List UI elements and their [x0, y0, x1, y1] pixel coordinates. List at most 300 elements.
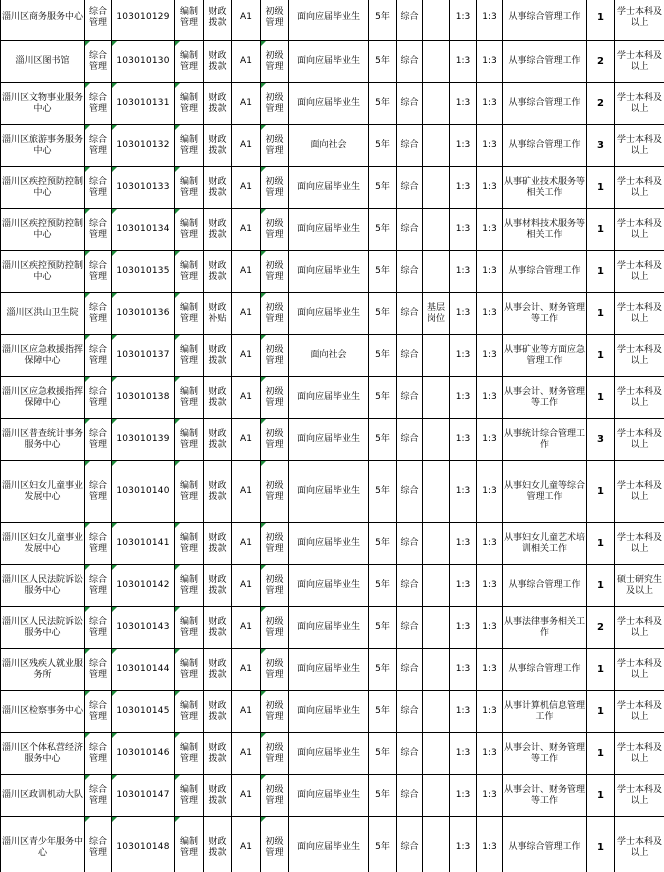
- cell-ratio-a[interactable]: 1:3: [450, 565, 477, 607]
- cell-unit[interactable]: 淄川区图书馆: [1, 41, 85, 83]
- cell-grade[interactable]: 初级管理: [261, 565, 289, 607]
- cell-staff-type[interactable]: 编制管理: [175, 377, 204, 419]
- cell-exam[interactable]: 综合: [397, 817, 423, 872]
- cell-grade[interactable]: 初级管理: [261, 775, 289, 817]
- cell-count[interactable]: 1: [587, 733, 615, 775]
- cell-staff-type[interactable]: 编制管理: [175, 419, 204, 461]
- cell-funding[interactable]: 财政拨款: [204, 461, 232, 523]
- cell-category[interactable]: 综合管理: [85, 251, 112, 293]
- cell-exam[interactable]: 综合: [397, 83, 423, 125]
- cell-service[interactable]: 5年: [369, 41, 397, 83]
- cell-funding[interactable]: 财政拨款: [204, 691, 232, 733]
- cell-note[interactable]: [423, 41, 450, 83]
- cell-funding[interactable]: 财政拨款: [204, 125, 232, 167]
- cell-target[interactable]: 面向应届毕业生: [289, 0, 369, 41]
- cell-target[interactable]: 面向应届毕业生: [289, 167, 369, 209]
- cell-level[interactable]: A1: [232, 209, 261, 251]
- cell-service[interactable]: 5年: [369, 775, 397, 817]
- cell-ratio-a[interactable]: 1:3: [450, 0, 477, 41]
- cell-education[interactable]: 学士本科及以上: [615, 251, 664, 293]
- cell-grade[interactable]: 初级管理: [261, 461, 289, 523]
- cell-count[interactable]: 1: [587, 209, 615, 251]
- cell-ratio-b[interactable]: 1:3: [477, 41, 503, 83]
- cell-category[interactable]: 综合管理: [85, 125, 112, 167]
- cell-funding[interactable]: 财政拨款: [204, 523, 232, 565]
- cell-exam[interactable]: 综合: [397, 649, 423, 691]
- cell-service[interactable]: 5年: [369, 251, 397, 293]
- cell-count[interactable]: 3: [587, 419, 615, 461]
- cell-level[interactable]: A1: [232, 251, 261, 293]
- cell-funding[interactable]: 财政拨款: [204, 335, 232, 377]
- cell-ratio-a[interactable]: 1:3: [450, 209, 477, 251]
- cell-ratio-b[interactable]: 1:3: [477, 0, 503, 41]
- cell-ratio-b[interactable]: 1:3: [477, 83, 503, 125]
- cell-exam[interactable]: 综合: [397, 607, 423, 649]
- cell-count[interactable]: 1: [587, 775, 615, 817]
- cell-education[interactable]: 学士本科及以上: [615, 419, 664, 461]
- cell-level[interactable]: A1: [232, 817, 261, 872]
- cell-note[interactable]: [423, 377, 450, 419]
- cell-ratio-b[interactable]: 1:3: [477, 125, 503, 167]
- cell-staff-type[interactable]: 编制管理: [175, 0, 204, 41]
- cell-exam[interactable]: 综合: [397, 0, 423, 41]
- cell-ratio-a[interactable]: 1:3: [450, 335, 477, 377]
- cell-education[interactable]: 学士本科及以上: [615, 83, 664, 125]
- cell-ratio-b[interactable]: 1:3: [477, 607, 503, 649]
- cell-count[interactable]: 1: [587, 335, 615, 377]
- cell-unit[interactable]: 淄川区个体私营经济服务中心: [1, 733, 85, 775]
- cell-ratio-a[interactable]: 1:3: [450, 461, 477, 523]
- cell-education[interactable]: 学士本科及以上: [615, 775, 664, 817]
- cell-target[interactable]: 面向应届毕业生: [289, 293, 369, 335]
- cell-ratio-b[interactable]: 1:3: [477, 649, 503, 691]
- cell-code[interactable]: 103010138: [112, 377, 175, 419]
- cell-note[interactable]: [423, 565, 450, 607]
- cell-staff-type[interactable]: 编制管理: [175, 607, 204, 649]
- cell-note[interactable]: [423, 461, 450, 523]
- cell-duty[interactable]: 从事矿业技术服务等相关工作: [503, 167, 587, 209]
- cell-ratio-b[interactable]: 1:3: [477, 335, 503, 377]
- cell-target[interactable]: 面向应届毕业生: [289, 461, 369, 523]
- cell-target[interactable]: 面向应届毕业生: [289, 209, 369, 251]
- cell-target[interactable]: 面向应届毕业生: [289, 649, 369, 691]
- cell-staff-type[interactable]: 编制管理: [175, 817, 204, 872]
- cell-funding[interactable]: 财政拨款: [204, 377, 232, 419]
- cell-count[interactable]: 1: [587, 251, 615, 293]
- cell-category[interactable]: 综合管理: [85, 377, 112, 419]
- cell-duty[interactable]: 从事综合管理工作: [503, 83, 587, 125]
- cell-staff-type[interactable]: 编制管理: [175, 649, 204, 691]
- cell-code[interactable]: 103010145: [112, 691, 175, 733]
- cell-education[interactable]: 学士本科及以上: [615, 377, 664, 419]
- cell-education[interactable]: 学士本科及以上: [615, 523, 664, 565]
- cell-education[interactable]: 学士本科及以上: [615, 167, 664, 209]
- cell-code[interactable]: 103010129: [112, 0, 175, 41]
- cell-service[interactable]: 5年: [369, 0, 397, 41]
- cell-duty[interactable]: 从事会计、财务管理等工作: [503, 377, 587, 419]
- cell-ratio-b[interactable]: 1:3: [477, 377, 503, 419]
- cell-unit[interactable]: 淄川区洪山卫生院: [1, 293, 85, 335]
- cell-category[interactable]: 综合管理: [85, 209, 112, 251]
- cell-grade[interactable]: 初级管理: [261, 41, 289, 83]
- cell-education[interactable]: 学士本科及以上: [615, 461, 664, 523]
- cell-note[interactable]: [423, 817, 450, 872]
- cell-level[interactable]: A1: [232, 649, 261, 691]
- cell-count[interactable]: 2: [587, 607, 615, 649]
- cell-ratio-a[interactable]: 1:3: [450, 523, 477, 565]
- cell-staff-type[interactable]: 编制管理: [175, 293, 204, 335]
- cell-unit[interactable]: 淄川区人民法院诉讼服务中心: [1, 607, 85, 649]
- cell-level[interactable]: A1: [232, 523, 261, 565]
- cell-level[interactable]: A1: [232, 461, 261, 523]
- cell-exam[interactable]: 综合: [397, 377, 423, 419]
- cell-education[interactable]: 学士本科及以上: [615, 209, 664, 251]
- cell-funding[interactable]: 财政拨款: [204, 251, 232, 293]
- cell-service[interactable]: 5年: [369, 461, 397, 523]
- cell-category[interactable]: 综合管理: [85, 419, 112, 461]
- cell-code[interactable]: 103010146: [112, 733, 175, 775]
- cell-service[interactable]: 5年: [369, 817, 397, 872]
- cell-code[interactable]: 103010139: [112, 419, 175, 461]
- cell-unit[interactable]: 淄川区妇女儿童事业发展中心: [1, 461, 85, 523]
- cell-target[interactable]: 面向应届毕业生: [289, 775, 369, 817]
- cell-level[interactable]: A1: [232, 419, 261, 461]
- cell-funding[interactable]: 财政拨款: [204, 565, 232, 607]
- cell-staff-type[interactable]: 编制管理: [175, 41, 204, 83]
- cell-exam[interactable]: 综合: [397, 775, 423, 817]
- cell-level[interactable]: A1: [232, 733, 261, 775]
- cell-note[interactable]: [423, 523, 450, 565]
- cell-code[interactable]: 103010143: [112, 607, 175, 649]
- cell-code[interactable]: 103010142: [112, 565, 175, 607]
- cell-code[interactable]: 103010133: [112, 167, 175, 209]
- cell-unit[interactable]: 淄川区残疾人就业服务所: [1, 649, 85, 691]
- cell-education[interactable]: 学士本科及以上: [615, 335, 664, 377]
- cell-target[interactable]: 面向应届毕业生: [289, 691, 369, 733]
- cell-category[interactable]: 综合管理: [85, 733, 112, 775]
- cell-grade[interactable]: 初级管理: [261, 649, 289, 691]
- cell-funding[interactable]: 财政拨款: [204, 41, 232, 83]
- cell-ratio-b[interactable]: 1:3: [477, 167, 503, 209]
- cell-count[interactable]: 1: [587, 649, 615, 691]
- cell-grade[interactable]: 初级管理: [261, 251, 289, 293]
- cell-funding[interactable]: 财政拨款: [204, 167, 232, 209]
- cell-exam[interactable]: 综合: [397, 41, 423, 83]
- cell-duty[interactable]: 从事矿业等方面应急管理工作: [503, 335, 587, 377]
- cell-education[interactable]: 学士本科及以上: [615, 733, 664, 775]
- cell-exam[interactable]: 综合: [397, 461, 423, 523]
- cell-code[interactable]: 103010141: [112, 523, 175, 565]
- cell-grade[interactable]: 初级管理: [261, 733, 289, 775]
- cell-target[interactable]: 面向应届毕业生: [289, 523, 369, 565]
- cell-category[interactable]: 综合管理: [85, 817, 112, 872]
- cell-funding[interactable]: 财政拨款: [204, 607, 232, 649]
- cell-category[interactable]: 综合管理: [85, 293, 112, 335]
- cell-note[interactable]: 基层岗位: [423, 293, 450, 335]
- cell-category[interactable]: 综合管理: [85, 523, 112, 565]
- cell-service[interactable]: 5年: [369, 125, 397, 167]
- cell-staff-type[interactable]: 编制管理: [175, 461, 204, 523]
- cell-grade[interactable]: 初级管理: [261, 607, 289, 649]
- cell-ratio-b[interactable]: 1:3: [477, 461, 503, 523]
- cell-target[interactable]: 面向应届毕业生: [289, 83, 369, 125]
- cell-note[interactable]: [423, 335, 450, 377]
- cell-exam[interactable]: 综合: [397, 125, 423, 167]
- cell-ratio-b[interactable]: 1:3: [477, 419, 503, 461]
- cell-duty[interactable]: 从事妇女儿童艺术培训相关工作: [503, 523, 587, 565]
- cell-education[interactable]: 学士本科及以上: [615, 817, 664, 872]
- cell-duty[interactable]: 从事法律事务相关工作: [503, 607, 587, 649]
- cell-duty[interactable]: 从事综合管理工作: [503, 649, 587, 691]
- cell-code[interactable]: 103010131: [112, 83, 175, 125]
- cell-ratio-a[interactable]: 1:3: [450, 293, 477, 335]
- cell-ratio-b[interactable]: 1:3: [477, 691, 503, 733]
- cell-category[interactable]: 综合管理: [85, 335, 112, 377]
- cell-level[interactable]: A1: [232, 125, 261, 167]
- cell-service[interactable]: 5年: [369, 649, 397, 691]
- cell-grade[interactable]: 初级管理: [261, 167, 289, 209]
- cell-category[interactable]: 综合管理: [85, 565, 112, 607]
- cell-grade[interactable]: 初级管理: [261, 419, 289, 461]
- cell-service[interactable]: 5年: [369, 83, 397, 125]
- cell-ratio-b[interactable]: 1:3: [477, 523, 503, 565]
- cell-exam[interactable]: 综合: [397, 565, 423, 607]
- cell-note[interactable]: [423, 775, 450, 817]
- cell-staff-type[interactable]: 编制管理: [175, 691, 204, 733]
- cell-ratio-a[interactable]: 1:3: [450, 419, 477, 461]
- cell-service[interactable]: 5年: [369, 293, 397, 335]
- cell-duty[interactable]: 从事综合管理工作: [503, 125, 587, 167]
- cell-note[interactable]: [423, 607, 450, 649]
- cell-exam[interactable]: 综合: [397, 209, 423, 251]
- cell-code[interactable]: 103010134: [112, 209, 175, 251]
- cell-duty[interactable]: 从事综合管理工作: [503, 817, 587, 872]
- cell-service[interactable]: 5年: [369, 523, 397, 565]
- cell-level[interactable]: A1: [232, 607, 261, 649]
- cell-category[interactable]: 综合管理: [85, 461, 112, 523]
- cell-ratio-a[interactable]: 1:3: [450, 83, 477, 125]
- cell-education[interactable]: 学士本科及以上: [615, 41, 664, 83]
- cell-count[interactable]: 1: [587, 293, 615, 335]
- cell-duty[interactable]: 从事妇女儿童等综合管理工作: [503, 461, 587, 523]
- cell-ratio-a[interactable]: 1:3: [450, 691, 477, 733]
- cell-code[interactable]: 103010137: [112, 335, 175, 377]
- cell-category[interactable]: 综合管理: [85, 607, 112, 649]
- cell-duty[interactable]: 从事综合管理工作: [503, 251, 587, 293]
- cell-education[interactable]: 学士本科及以上: [615, 293, 664, 335]
- cell-duty[interactable]: 从事会计、财务管理等工作: [503, 775, 587, 817]
- cell-service[interactable]: 5年: [369, 733, 397, 775]
- cell-ratio-b[interactable]: 1:3: [477, 775, 503, 817]
- cell-grade[interactable]: 初级管理: [261, 335, 289, 377]
- cell-funding[interactable]: 财政拨款: [204, 775, 232, 817]
- cell-unit[interactable]: 淄川区青少年服务中心: [1, 817, 85, 872]
- cell-level[interactable]: A1: [232, 377, 261, 419]
- cell-service[interactable]: 5年: [369, 167, 397, 209]
- cell-level[interactable]: A1: [232, 41, 261, 83]
- cell-exam[interactable]: 综合: [397, 523, 423, 565]
- cell-target[interactable]: 面向社会: [289, 125, 369, 167]
- cell-count[interactable]: 2: [587, 83, 615, 125]
- cell-target[interactable]: 面向应届毕业生: [289, 41, 369, 83]
- cell-count[interactable]: 1: [587, 0, 615, 41]
- cell-ratio-b[interactable]: 1:3: [477, 565, 503, 607]
- cell-duty[interactable]: 从事会计、财务管理等工作: [503, 733, 587, 775]
- cell-code[interactable]: 103010136: [112, 293, 175, 335]
- cell-duty[interactable]: 从事计算机信息管理工作: [503, 691, 587, 733]
- cell-exam[interactable]: 综合: [397, 167, 423, 209]
- cell-exam[interactable]: 综合: [397, 419, 423, 461]
- cell-service[interactable]: 5年: [369, 209, 397, 251]
- cell-funding[interactable]: 财政拨款: [204, 419, 232, 461]
- cell-unit[interactable]: 淄川区检察事务中心: [1, 691, 85, 733]
- cell-duty[interactable]: 从事综合管理工作: [503, 0, 587, 41]
- cell-note[interactable]: [423, 419, 450, 461]
- cell-grade[interactable]: 初级管理: [261, 0, 289, 41]
- cell-ratio-b[interactable]: 1:3: [477, 817, 503, 872]
- cell-code[interactable]: 103010135: [112, 251, 175, 293]
- cell-grade[interactable]: 初级管理: [261, 125, 289, 167]
- cell-unit[interactable]: 淄川区应急救援指挥保障中心: [1, 335, 85, 377]
- cell-count[interactable]: 1: [587, 565, 615, 607]
- cell-level[interactable]: A1: [232, 775, 261, 817]
- cell-service[interactable]: 5年: [369, 607, 397, 649]
- cell-unit[interactable]: 淄川区普查统计事务服务中心: [1, 419, 85, 461]
- cell-service[interactable]: 5年: [369, 419, 397, 461]
- cell-unit[interactable]: 淄川区疾控预防控制中心: [1, 167, 85, 209]
- cell-ratio-a[interactable]: 1:3: [450, 125, 477, 167]
- cell-ratio-a[interactable]: 1:3: [450, 775, 477, 817]
- cell-duty[interactable]: 从事综合管理工作: [503, 41, 587, 83]
- cell-exam[interactable]: 综合: [397, 691, 423, 733]
- cell-category[interactable]: 综合管理: [85, 649, 112, 691]
- cell-education[interactable]: 学士本科及以上: [615, 607, 664, 649]
- cell-target[interactable]: 面向应届毕业生: [289, 607, 369, 649]
- cell-unit[interactable]: 淄川区妇女儿童事业发展中心: [1, 523, 85, 565]
- cell-code[interactable]: 103010140: [112, 461, 175, 523]
- cell-count[interactable]: 1: [587, 817, 615, 872]
- cell-service[interactable]: 5年: [369, 565, 397, 607]
- cell-level[interactable]: A1: [232, 293, 261, 335]
- cell-ratio-a[interactable]: 1:3: [450, 817, 477, 872]
- cell-grade[interactable]: 初级管理: [261, 377, 289, 419]
- cell-funding[interactable]: 财政拨款: [204, 733, 232, 775]
- cell-ratio-a[interactable]: 1:3: [450, 607, 477, 649]
- cell-staff-type[interactable]: 编制管理: [175, 251, 204, 293]
- cell-ratio-a[interactable]: 1:3: [450, 377, 477, 419]
- cell-note[interactable]: [423, 691, 450, 733]
- cell-note[interactable]: [423, 0, 450, 41]
- cell-unit[interactable]: 淄川区政训机动大队: [1, 775, 85, 817]
- cell-unit[interactable]: 淄川区旅游事务服务中心: [1, 125, 85, 167]
- cell-count[interactable]: 3: [587, 125, 615, 167]
- cell-count[interactable]: 1: [587, 167, 615, 209]
- cell-level[interactable]: A1: [232, 335, 261, 377]
- cell-grade[interactable]: 初级管理: [261, 83, 289, 125]
- cell-staff-type[interactable]: 编制管理: [175, 733, 204, 775]
- cell-ratio-b[interactable]: 1:3: [477, 293, 503, 335]
- cell-category[interactable]: 综合管理: [85, 167, 112, 209]
- cell-exam[interactable]: 综合: [397, 293, 423, 335]
- cell-target[interactable]: 面向应届毕业生: [289, 733, 369, 775]
- cell-exam[interactable]: 综合: [397, 733, 423, 775]
- cell-level[interactable]: A1: [232, 691, 261, 733]
- cell-duty[interactable]: 从事统计综合管理工作: [503, 419, 587, 461]
- cell-count[interactable]: 1: [587, 523, 615, 565]
- cell-staff-type[interactable]: 编制管理: [175, 775, 204, 817]
- cell-service[interactable]: 5年: [369, 377, 397, 419]
- cell-level[interactable]: A1: [232, 565, 261, 607]
- cell-target[interactable]: 面向应届毕业生: [289, 565, 369, 607]
- cell-code[interactable]: 103010132: [112, 125, 175, 167]
- cell-funding[interactable]: 财政补贴: [204, 293, 232, 335]
- cell-note[interactable]: [423, 209, 450, 251]
- cell-code[interactable]: 103010147: [112, 775, 175, 817]
- cell-level[interactable]: A1: [232, 83, 261, 125]
- cell-education[interactable]: 学士本科及以上: [615, 0, 664, 41]
- cell-grade[interactable]: 初级管理: [261, 293, 289, 335]
- cell-category[interactable]: 综合管理: [85, 0, 112, 41]
- cell-note[interactable]: [423, 733, 450, 775]
- cell-ratio-a[interactable]: 1:3: [450, 41, 477, 83]
- cell-exam[interactable]: 综合: [397, 251, 423, 293]
- cell-staff-type[interactable]: 编制管理: [175, 125, 204, 167]
- cell-unit[interactable]: 淄川区商务服务中心: [1, 0, 85, 41]
- cell-staff-type[interactable]: 编制管理: [175, 565, 204, 607]
- cell-category[interactable]: 综合管理: [85, 41, 112, 83]
- cell-category[interactable]: 综合管理: [85, 775, 112, 817]
- cell-target[interactable]: 面向社会: [289, 335, 369, 377]
- cell-education[interactable]: 学士本科及以上: [615, 649, 664, 691]
- cell-funding[interactable]: 财政拨款: [204, 0, 232, 41]
- cell-category[interactable]: 综合管理: [85, 83, 112, 125]
- cell-code[interactable]: 103010130: [112, 41, 175, 83]
- cell-ratio-b[interactable]: 1:3: [477, 251, 503, 293]
- cell-target[interactable]: 面向应届毕业生: [289, 377, 369, 419]
- cell-unit[interactable]: 淄川区文物事业服务中心: [1, 83, 85, 125]
- cell-target[interactable]: 面向应届毕业生: [289, 817, 369, 872]
- cell-exam[interactable]: 综合: [397, 335, 423, 377]
- cell-count[interactable]: 2: [587, 41, 615, 83]
- cell-note[interactable]: [423, 83, 450, 125]
- cell-funding[interactable]: 财政拨款: [204, 649, 232, 691]
- cell-unit[interactable]: 淄川区应急救援指挥保障中心: [1, 377, 85, 419]
- cell-ratio-a[interactable]: 1:3: [450, 649, 477, 691]
- cell-grade[interactable]: 初级管理: [261, 209, 289, 251]
- cell-target[interactable]: 面向应届毕业生: [289, 419, 369, 461]
- cell-grade[interactable]: 初级管理: [261, 817, 289, 872]
- cell-unit[interactable]: 淄川区疾控预防控制中心: [1, 209, 85, 251]
- cell-staff-type[interactable]: 编制管理: [175, 209, 204, 251]
- cell-funding[interactable]: 财政拨款: [204, 209, 232, 251]
- cell-staff-type[interactable]: 编制管理: [175, 167, 204, 209]
- cell-duty[interactable]: 从事材料技术服务等相关工作: [503, 209, 587, 251]
- cell-count[interactable]: 1: [587, 461, 615, 523]
- cell-unit[interactable]: 淄川区人民法院诉讼服务中心: [1, 565, 85, 607]
- cell-target[interactable]: 面向应届毕业生: [289, 251, 369, 293]
- cell-ratio-a[interactable]: 1:3: [450, 733, 477, 775]
- cell-staff-type[interactable]: 编制管理: [175, 335, 204, 377]
- cell-note[interactable]: [423, 649, 450, 691]
- cell-level[interactable]: A1: [232, 167, 261, 209]
- cell-ratio-a[interactable]: 1:3: [450, 167, 477, 209]
- cell-count[interactable]: 1: [587, 377, 615, 419]
- cell-unit[interactable]: 淄川区疾控预防控制中心: [1, 251, 85, 293]
- cell-ratio-b[interactable]: 1:3: [477, 733, 503, 775]
- cell-education[interactable]: 学士本科及以上: [615, 125, 664, 167]
- cell-note[interactable]: [423, 251, 450, 293]
- cell-funding[interactable]: 财政拨款: [204, 817, 232, 872]
